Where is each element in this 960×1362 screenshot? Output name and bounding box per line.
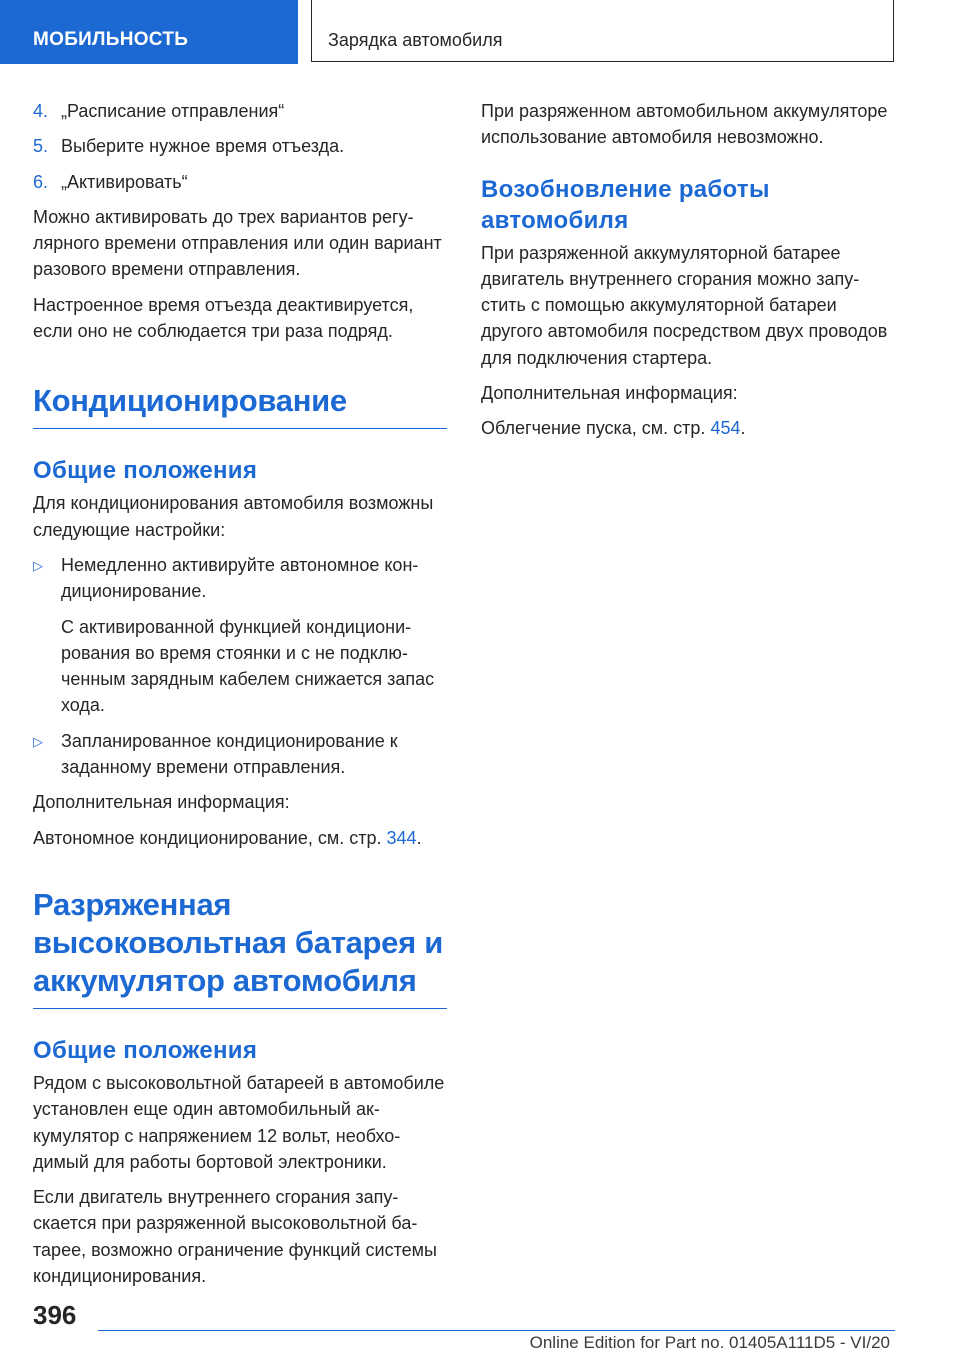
heading-general: Общие положения [33,1036,258,1064]
paragraph: Для кондиционирования автомобиля возможны следующие настройки: [33,493,434,540]
edition-text: Online Edition for Part no. 01405A111D5 - VI/20 [529,1333,890,1352]
step-number: 4. [33,101,49,121]
triangle-bullet-icon: ▷ [33,733,43,749]
chapter-header [311,0,894,62]
section-label: МОБИЛЬНОСТЬ [33,29,189,50]
paragraph: Настроенное время отъезда деактивируется, если оно не соблюдается три раза подряд. [33,294,414,342]
page-number: 396 [33,1300,77,1330]
more-info-label: Дополнительная информация: [33,792,290,813]
paragraph: Если двигатель внутреннего сгорания запускается при разряженной высоковольтной батарее, возможно ограничение функций системы кондиционирования. [33,1187,437,1287]
bullet-subparagraph: С активированной функцией кондиционирования во время стоянки и с не подключенным зарядным кабелем снижается запас хода. [61,616,435,716]
cross-reference [481,415,895,441]
reference-text: Облегчение пуска, см. стр. [481,418,711,439]
paragraph: При разряженной аккумуляторной батарее двигатель внутреннего сгорания можно запустить с помощью аккумуляторной батареи другого автомобиля посредством двух проводов для подключения стартера. [481,242,888,368]
reference-end: . [740,418,746,439]
bullet-text: Запланированное кондиционирование к заданному времени отправления. [61,730,398,778]
bullet-item [33,728,447,781]
left-column [33,98,447,1298]
step-item [33,169,447,195]
bullet-text: Немедленно активируйте автономное кондиционирование. [61,554,419,602]
heading-climate: Кондиционирование [33,382,447,429]
right-column [481,98,895,451]
paragraph: Можно активировать до трех вариантов регулярного времени отправления или один вариант разового времени отправления. [33,206,442,280]
heading-resume: Возобновление работы автомобиля [481,175,770,234]
heading-general: Общие положения [33,457,258,485]
footer-divider [98,1330,895,1331]
step-item [33,133,447,159]
heading-battery: Разряженная высоковольтная батарея и аккумулятор автомобиля [33,886,447,1009]
triangle-bullet-icon: ▷ [33,557,43,573]
page-link[interactable]: 344 [386,827,417,848]
more-info-label: Дополнительная информация: [481,383,738,404]
cross-reference [33,825,447,851]
reference-text: Автономное кондиционирование, см. стр. [33,827,387,848]
step-number: 5. [33,136,49,157]
page-link[interactable]: 454 [710,418,741,439]
paragraph: При разряженном автомобильном аккумуляторе использование автомобиля невозможно. [481,101,888,148]
step-text: „Расписание отправления“ [61,101,285,121]
step-item [33,98,447,124]
paragraph: Рядом с высоковольтной батареей в автомобиле установлен еще один автомобильный аккумулятор с напряжением 12 вольт, необходимый для работы бортовой электроники. [33,1072,445,1172]
reference-end: . [416,827,422,848]
section-tab [0,0,298,64]
chapter-title: Зарядка автомобиля [328,30,503,50]
step-text: „Активировать“ [61,171,188,192]
step-number: 6. [33,171,49,192]
step-text: Выберите нужное время отъезда. [61,136,345,157]
bullet-item [33,552,447,605]
